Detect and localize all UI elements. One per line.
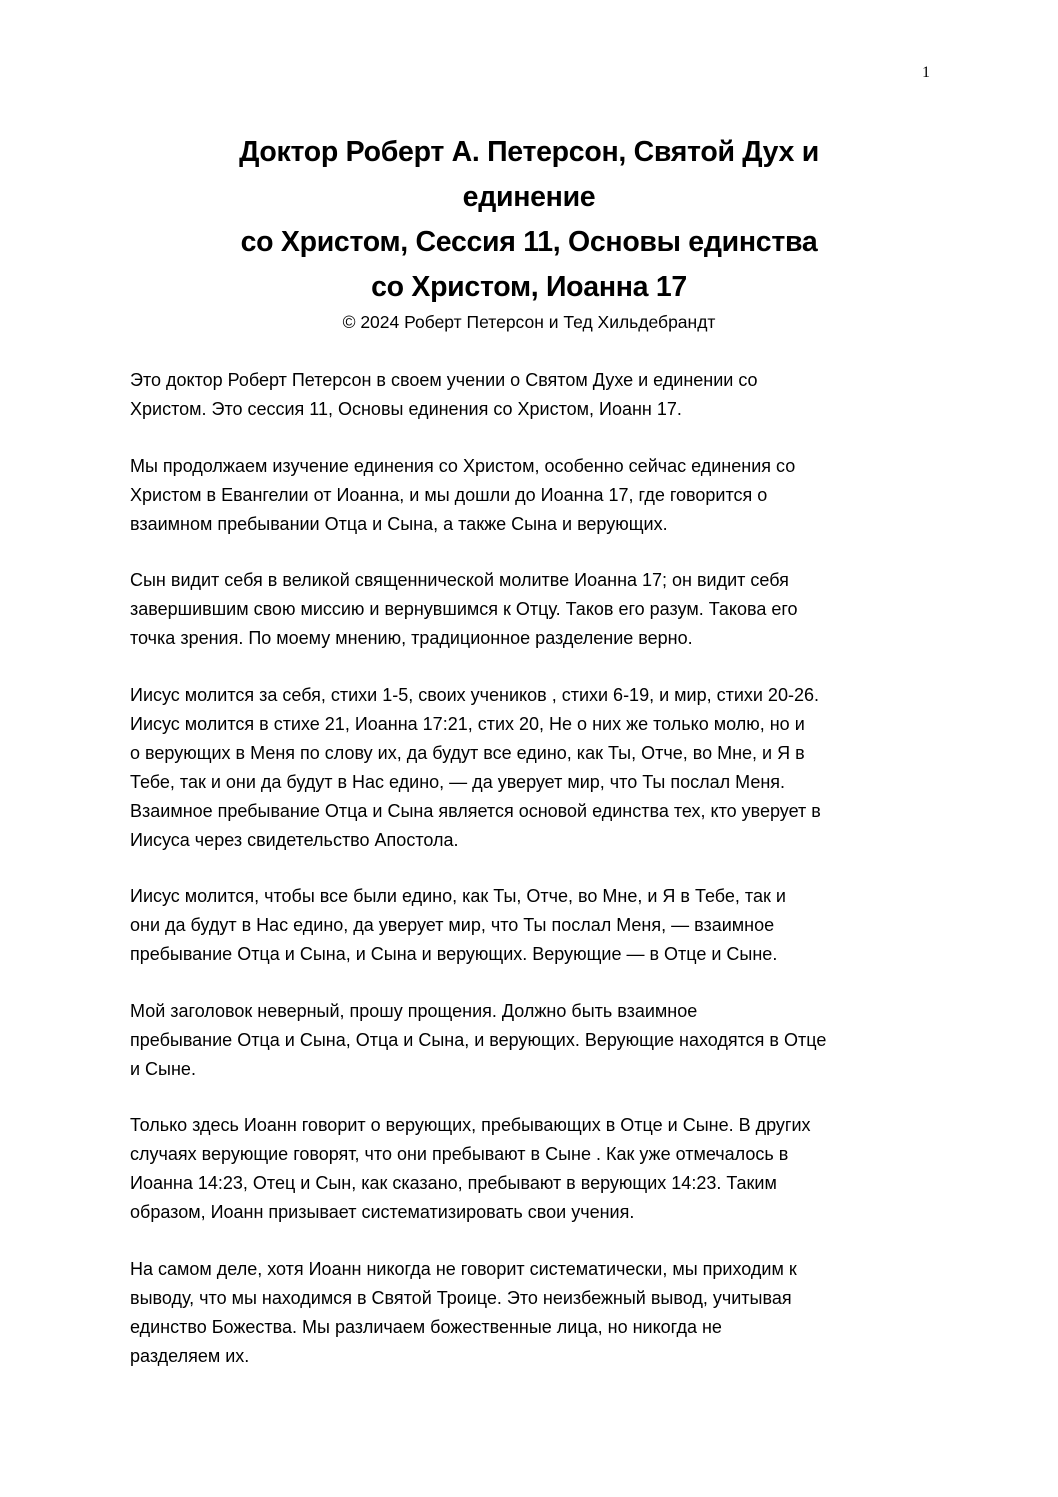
- paragraph-line: единство Божества. Мы различаем божественные лица, но никогда не: [130, 1316, 722, 1337]
- paragraph-line: Иисус молится в стихе 21, Иоанна 17:21, стих 20, Не о них же только молю, но и: [130, 713, 805, 734]
- paragraph-line: пребывание Отца и Сына, и Сына и верующих. Верующие — в Отце и Сыне.: [130, 944, 778, 964]
- paragraph-line: Тебе, так и они да будут в Нас едино, — да уверует мир, что Ты послал Меня.: [130, 771, 786, 792]
- paragraph-line: Иоанна 14:23, Отец и Сын, как сказано, пребывают в верующих 14:23. Таким: [130, 1173, 777, 1193]
- title-line: единение: [462, 181, 596, 213]
- document-body: [130, 366, 950, 1398]
- paragraph-line: выводу, что мы находимся в Святой Троице. Это неизбежный вывод, учитывая: [130, 1287, 792, 1308]
- title-line: со Христом, Иоанна 17: [371, 271, 687, 303]
- paragraph-line: пребывание Отца и Сына, Отца и Сына, и верующих. Верующие находятся в Отце: [130, 1029, 827, 1050]
- paragraph-line: Только здесь Иоанн говорит о верующих, пребывающих в Отце и Сыне. В других: [130, 1115, 811, 1135]
- page-number: 1: [922, 64, 930, 81]
- title-line: со Христом, Сессия 11, Основы единства: [240, 226, 818, 258]
- paragraph-line: разделяем их.: [130, 1345, 250, 1366]
- paragraph-line: Сын видит себя в великой священнической молитве Иоанна 17; он видит себя: [130, 570, 789, 590]
- paragraph-line: Христом. Это сессия 11, Основы единения со Христом, Иоанн 17.: [130, 399, 682, 419]
- paragraph-line: Мой заголовок неверный, прошу прощения. Должно быть взаимное: [130, 1000, 698, 1021]
- paragraph-line: Иисуса через свидетельство Апостола.: [130, 829, 459, 850]
- paragraph-line: Мы продолжаем изучение единения со Христом, особенно сейчас единения со: [130, 455, 796, 476]
- paragraph-line: случаях верующие говорят, что они пребывают в Сыне . Как уже отмечалось в: [130, 1144, 789, 1164]
- paragraph-line: завершившим свою миссию и вернувшимся к Отцу. Таков его разум. Такова его: [130, 599, 798, 619]
- copyright-notice: © 2024 Роберт Петерсон и Тед Хильдебрандт: [342, 312, 716, 332]
- paragraph-line: Христом в Евангелии от Иоанна, и мы дошли до Иоанна 17, где говорится о: [130, 484, 768, 505]
- paragraph: [130, 366, 950, 424]
- paragraph: [130, 566, 950, 653]
- document-title: [0, 130, 1058, 310]
- paragraph-line: На самом деле, хотя Иоанн никогда не говорит систематически, мы приходим к: [130, 1258, 797, 1279]
- paragraph-line: образом, Иоанн призывает систематизировать свои учения.: [130, 1202, 635, 1222]
- paragraph: [130, 882, 950, 969]
- paragraph-line: Взаимное пребывание Отца и Сына является основой единства тех, кто уверует в: [130, 800, 821, 821]
- paragraph: [130, 452, 950, 539]
- paragraph-line: и Сыне.: [130, 1058, 196, 1079]
- paragraph: [130, 1111, 950, 1227]
- paragraph: [130, 681, 950, 855]
- paragraph-line: они да будут в Нас едино, да уверует мир, что Ты послал Меня, — взаимное: [130, 915, 775, 935]
- paragraph-line: точка зрения. По моему мнению, традиционное разделение верно.: [130, 628, 693, 648]
- paragraph-line: Иисус молится за себя, стихи 1-5, своих учеников , стихи 6-19, и мир, стихи 20-26.: [130, 684, 819, 705]
- paragraph-line: взаимном пребывании Отца и Сына, а также Сына и верующих.: [130, 513, 668, 534]
- paragraph-line: Это доктор Роберт Петерсон в своем учении о Святом Духе и единении со: [130, 370, 758, 390]
- paragraph: [130, 1255, 950, 1371]
- title-line: Доктор Роберт А. Петерсон, Святой Дух и: [239, 136, 819, 168]
- paragraph-line: Иисус молится, чтобы все были едино, как Ты, Отче, во Мне, и Я в Тебе, так и: [130, 886, 786, 906]
- paragraph-line: о верующих в Меня по слову их, да будут все едино, как Ты, Отче, во Мне, и Я в: [130, 742, 805, 763]
- paragraph: [130, 997, 950, 1084]
